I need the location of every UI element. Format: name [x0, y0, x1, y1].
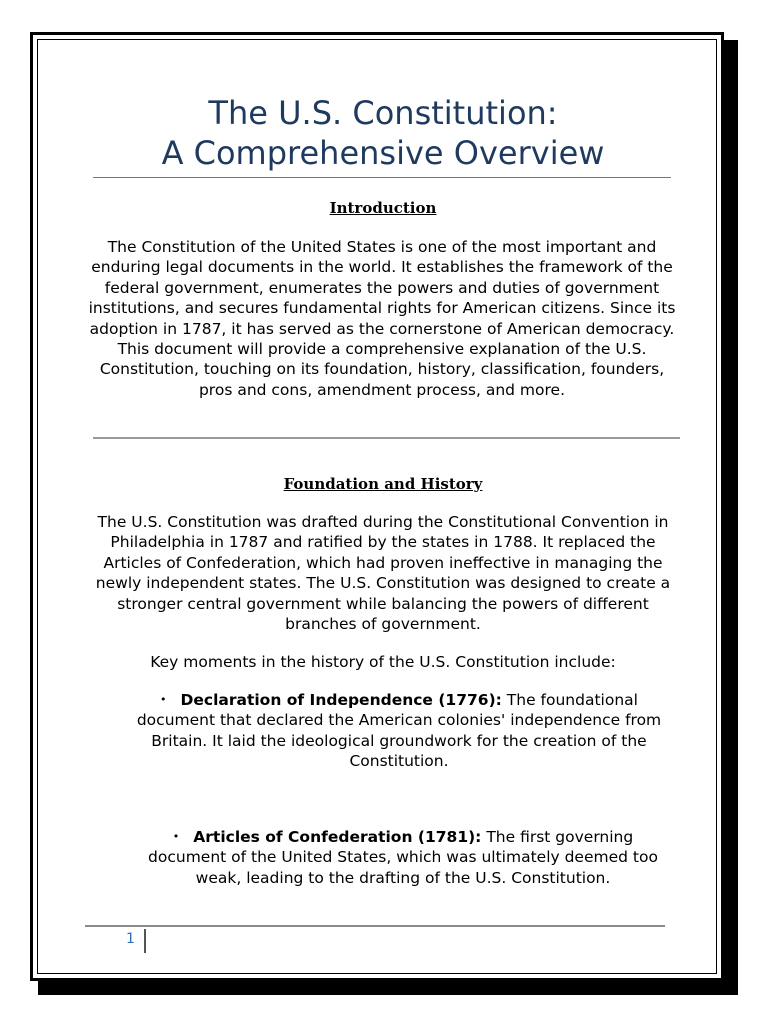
foundation-paragraph: The U.S. Constitution was drafted during the Constitutional Convention in Philadelphia in 1787 and ratified by the states in 1788. It replaced the Articles of Confederation, which had proven ineffective in managing the newly independent states. The U.S. Constitution was designed to create a stronger central government while balancing the powers of different branches of government. [95, 513, 671, 634]
page-number-bar [144, 929, 146, 953]
bullet-icon: • [160, 693, 167, 706]
list-item-term: Articles of Confederation (1781): [193, 828, 482, 846]
list-item [129, 690, 669, 772]
key-moments-intro: Key moments in the history of the U.S. Constitution include: [150, 653, 616, 671]
list-item [137, 827, 669, 888]
page-title [93, 93, 673, 173]
title-divider [93, 177, 671, 178]
bullet-icon: • [172, 830, 180, 843]
page-border [30, 32, 724, 981]
foundation-heading: Foundation and History [283, 475, 483, 493]
section-divider [93, 437, 680, 439]
introduction-heading: Introduction [329, 199, 437, 217]
footer-divider [85, 925, 665, 927]
list-item-text: The foundational document that declared the American colonies' independence from Britain. It laid the ideological groundwork for the creation of the Constitution. [136, 691, 662, 771]
page-number: 1 [126, 931, 135, 947]
introduction-paragraph: The Constitution of the United States is one of the most important and enduring legal documents in the world. It establishes the framework of the federal government, enumerates the powers and duties of government institutions, and secures fundamental rights for American citizens. Since its adoption in 1787, it has served as the cornerstone of American democracy. This document will provide a comprehensive explanation of the U.S. Constitution, touching on its foundation, history, classification, founders, pros and cons, amendment process, and more. [88, 238, 676, 399]
list-item-term: Declaration of Independence (1776): [180, 691, 502, 709]
list-item-text: The first governing document of the United States, which was ultimately deemed too weak, leading to the drafting of the U.S. Constitution. [148, 828, 658, 887]
title-line-2: A Comprehensive Overview [161, 134, 605, 172]
title-line-1: The U.S. Constitution: [208, 94, 558, 132]
